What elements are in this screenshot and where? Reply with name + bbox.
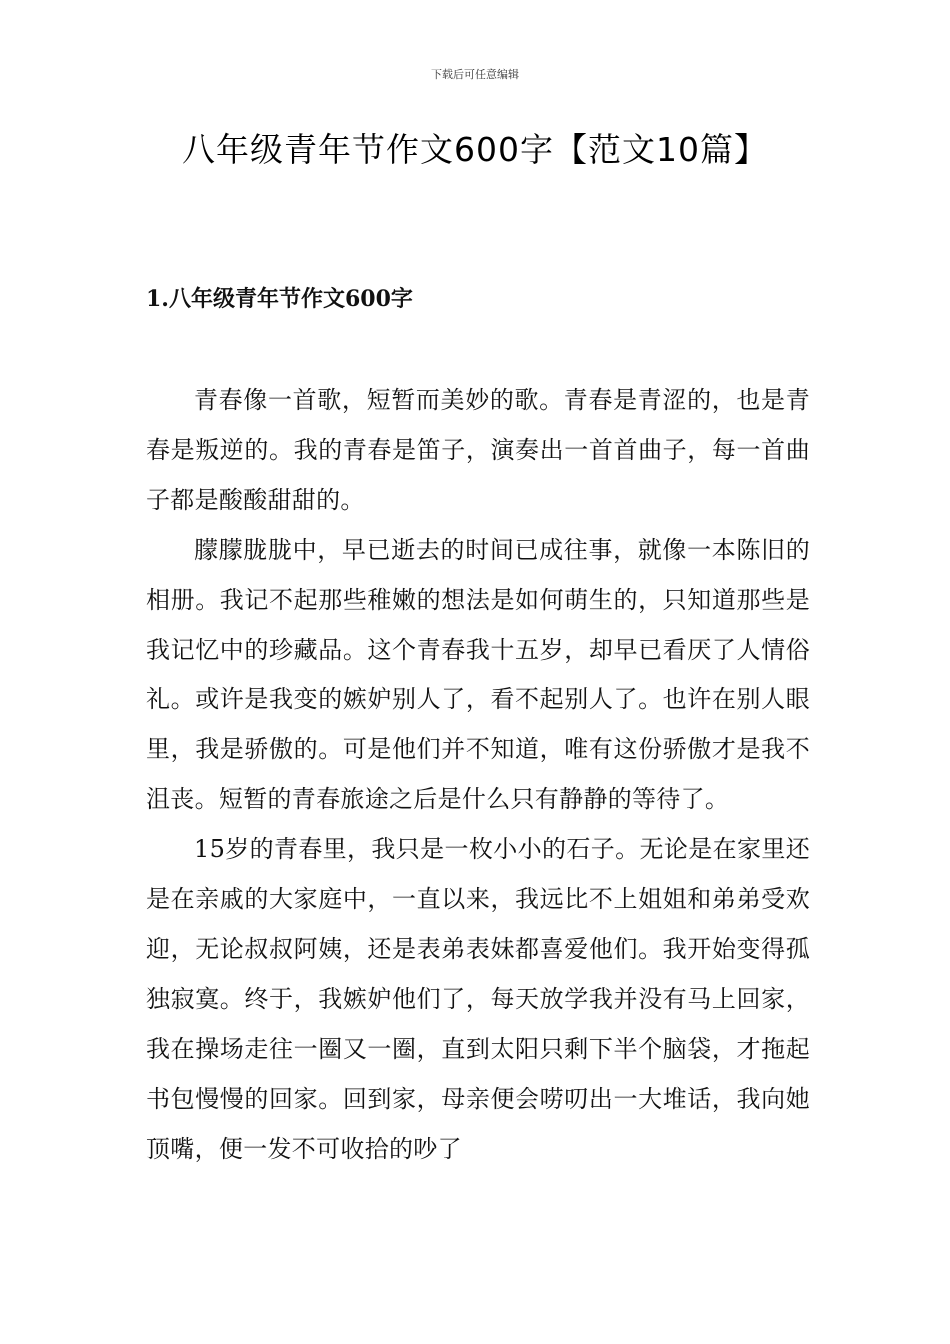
paragraph: 朦朦胧胧中，早已逝去的时间已成往事，就像一本陈旧的相册。我记不起那些稚嫩的想法是如何萌生的，只知道那些是我记忆中的珍藏品。这个青春我十五岁，却早已看厌了人情俗礼。或许是我变的嫉妒别人了，看不起别人了。也许在别人眼里，我是骄傲的。可是他们并不知道，唯有这份骄傲才是我不沮丧。短暂的青春旅途之后是什么只有静静的等待了。 [146, 535, 810, 814]
paragraph: 青春像一首歌，短暂而美妙的歌。青春是青涩的，也是青春是叛逆的。我的青春是笛子，演奏出一首首曲子，每一首曲子都是酸酸甜甜的。 [146, 386, 810, 514]
article-body [146, 376, 810, 1175]
paragraph: 15岁的青春里，我只是一枚小小的石子。无论是在家里还是在亲戚的大家庭中，一直以来，我远比不上姐姐和弟弟受欢迎，无论叔叔阿姨，还是表弟表妹都喜爱他们。我开始变得孤独寂寞。终于，我嫉妒他们了，每天放学我并没有马上回家，我在操场走往一圈又一圈，直到太阳只剩下半个脑袋，才拖起书包慢慢的回家。回到家，母亲便会唠叨出一大堆话，我向她顶嘴，便一发不可收拾的吵了 [146, 835, 810, 1163]
document-title: 八年级青年节作文600字【范文10篇】 [182, 130, 768, 169]
section-heading: 1.八年级青年节作文600字 [146, 286, 413, 312]
header-note: 下载后可任意编辑 [431, 68, 519, 81]
